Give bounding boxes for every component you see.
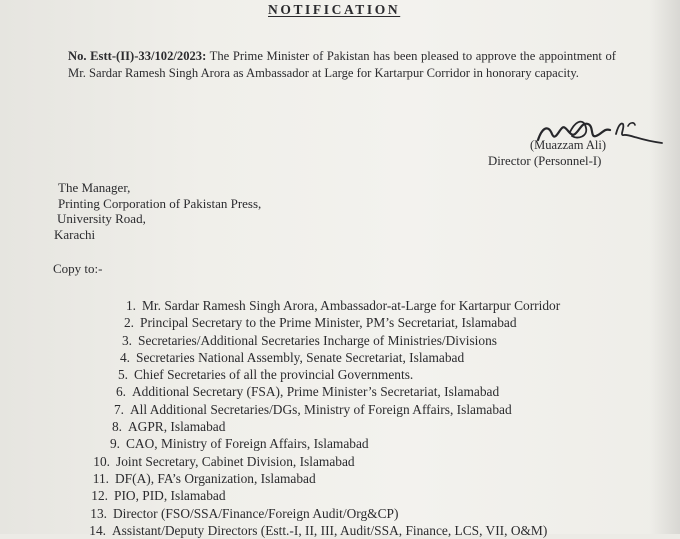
list-item-number: 1.: [125, 298, 136, 313]
list-item-text: Joint Secretary, Cabinet Division, Islamabad: [116, 453, 355, 469]
list-item-number: 7.: [113, 401, 124, 417]
list-item-number: 2.: [123, 315, 134, 331]
list-item: [90, 314, 560, 331]
addressee-line: University Road,: [57, 211, 146, 227]
notification-reference-number: No. Estt-(II)-33/102/2023:: [68, 49, 207, 63]
list-item-text: CAO, Ministry of Foreign Affairs, Islamabad: [126, 436, 369, 452]
copy-to-list: [70, 297, 560, 539]
list-item-text: Director (FSO/SSA/Finance/Foreign Audit/Org&CP): [113, 505, 399, 521]
list-item-text: DF(A), FA’s Organization, Islamabad: [115, 470, 316, 486]
list-item: [84, 366, 560, 383]
list-item-text: Assistant/Deputy Directors (Estt.-I, II, III, Audit/SSA, Finance, LCS, VII, O&M): [112, 522, 548, 538]
list-item-text: Additional Secretary (FSA), Prime Minister’s Secretariat, Islamabad: [132, 384, 500, 400]
notification-paragraph: [68, 48, 616, 81]
list-item-number: 10.: [93, 453, 110, 469]
list-item: [69, 470, 560, 487]
list-item-text: All Additional Secretaries/DGs, Ministry of Foreign Affairs, Islamabad: [130, 401, 512, 417]
signatory-title: Director (Personnel-I): [488, 154, 602, 168]
list-item: [78, 418, 560, 435]
addressee-line: Karachi: [54, 226, 96, 242]
list-item: [92, 297, 560, 314]
list-item-number: 13.: [90, 505, 107, 521]
list-item-number: 5.: [117, 367, 128, 383]
copy-to-label: Copy to:-: [53, 261, 103, 276]
page-edge-shadow: [650, 0, 680, 534]
list-item-number: 12.: [91, 488, 108, 504]
list-item: [88, 332, 560, 349]
list-item: [67, 505, 560, 522]
list-item-text: Chief Secretaries of all the provincial Governments.: [134, 367, 414, 383]
addressee-block: [54, 180, 262, 242]
list-item: [76, 435, 560, 452]
addressee-line: The Manager,: [58, 180, 131, 195]
list-item-number: 4.: [119, 349, 130, 365]
list-item: [80, 401, 560, 418]
addressee-line: Printing Corporation of Pakistan Press,: [58, 195, 262, 211]
list-item-text: Mr. Sardar Ramesh Singh Arora, Ambassador-at-Large for Kartarpur Corridor: [142, 298, 561, 313]
list-item-number: 8.: [111, 419, 122, 435]
signatory-name: (Muazzam Ali): [530, 138, 607, 152]
list-item: [70, 453, 560, 470]
list-item: [86, 349, 560, 366]
list-item-text: PIO, PID, Islamabad: [114, 488, 226, 504]
list-item-number: 3.: [121, 332, 132, 348]
list-item-number: 14.: [89, 522, 106, 538]
list-item-text: Principal Secretary to the Prime Minister, PM’s Secretariat, Islamabad: [140, 315, 517, 331]
list-item: [66, 522, 560, 539]
notification-title: NOTIFICATION: [268, 2, 401, 17]
list-item-number: 11.: [92, 470, 109, 486]
list-item: [82, 383, 560, 400]
list-item-number: 6.: [115, 384, 126, 400]
list-item: [68, 487, 560, 504]
list-item-text: Secretaries/Additional Secretaries Incharge of Ministries/Divisions: [138, 332, 497, 348]
list-item-text: Secretaries National Assembly, Senate Secretariat, Islamabad: [136, 349, 465, 365]
list-item-text: AGPR, Islamabad: [128, 419, 226, 435]
list-item-number: 9.: [109, 436, 120, 452]
notification-body: The Prime Minister of Pakistan has been pleased to approve the appointment of Mr. Sardar Ramesh Singh Arora as Ambassador at Large for Kartarpur Corridor in honorary capacity.: [68, 49, 616, 80]
